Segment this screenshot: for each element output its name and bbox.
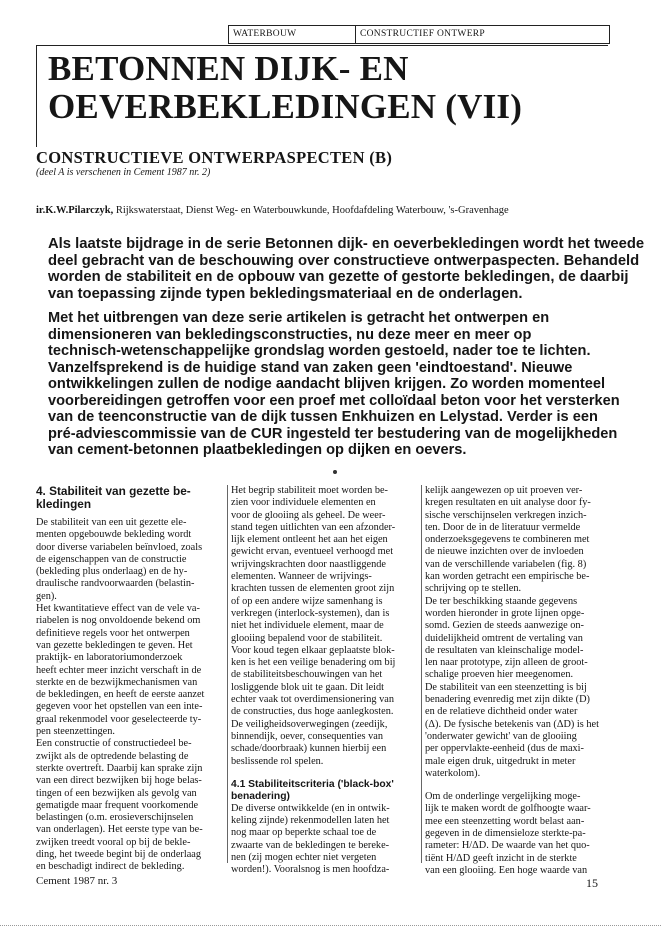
text-line: van een glooiing. Een hoge waarde van (425, 864, 588, 876)
text-line: stand tegen uitlichten van een afzonder- (231, 521, 396, 533)
summary-line: voorbereidingen getroffen voor een proef met colloïdaal beton voor het versterken (48, 392, 620, 409)
summary-line: van de teenconstructie van de dijk tussen Enkhuizen en Lelystad. Verder is een (48, 409, 598, 425)
text-line: tiënt H/ΔD geeft inzicht in de sterkte (425, 852, 577, 864)
text-line: mee een steenzetting wordt belast aan- (425, 815, 585, 827)
text-line: keling zijnde) rekenmodellen laten het (231, 815, 390, 827)
page-number: 15 (586, 876, 598, 890)
text-line: echter vaak tot overdimensionering van (231, 694, 394, 706)
body-paragraph (36, 517, 222, 603)
summary-line: ontwikkelingen zullen de nodige aandacht blijven krijgen. Zo worden momenteel (48, 376, 606, 392)
text-line: binnendijk, oever, consequenties van (231, 730, 383, 742)
text-line: en beschadigt indirect de bekleding. (36, 861, 185, 873)
text-line: gegeven voor het opstellen van een inte- (36, 701, 203, 713)
text-line: schade/doorbraak) kunnen hierbij een (231, 743, 387, 755)
text-line: zwijken treedt vooral op bij de bekle- (36, 836, 191, 848)
text-line: De stabiliteit van een steenzetting is bij (425, 681, 587, 693)
text-line: lijk te maken wordt de golfhoogte waar- (425, 803, 591, 815)
summary-line: Met het uitbrengen van deze serie artikelen is getracht het ontwerpen en (48, 310, 550, 326)
title-frame-top (36, 45, 608, 46)
text-line: len naar prototype, zijn alleen de groot- (425, 657, 588, 669)
article-subtitle: CONSTRUCTIEVE ONTWERPASPECTEN (B) (36, 148, 393, 167)
text-line: de eigenschappen van de constructie (36, 553, 187, 565)
text-line: per oppervlakte-eenheid (dus de maxi- (425, 743, 584, 755)
text-line: zwaarte van de bekledingen te bereke- (231, 839, 390, 851)
footer-publication: Cement 1987 nr. 3 (36, 875, 118, 887)
section-heading-4 (36, 485, 222, 511)
separator-dot (333, 470, 337, 474)
text-line: de bekledingen, en heeft de eerste aanzet (36, 689, 205, 701)
summary-line: dimensioneren van bekledingsconstructies, nu deze meer en meer op (48, 326, 532, 343)
summary-line: pré-adviescommissie van de CUR ingesteld ter bestudering van de mogelijkheden (48, 425, 618, 442)
text-line: De ter beschikking staande gegevens (425, 595, 578, 607)
column-divider (421, 485, 422, 863)
text-line: gewicht ervan, eventueel verhoogd met (231, 546, 394, 558)
text-line: draulische randvoorwaarden (belastin- (36, 578, 195, 590)
text-line: niet het individuele element, maar de (231, 620, 384, 632)
text-line: 'onderwater gewicht' van de glooiing (425, 730, 577, 742)
text-line: van onderlagen). Het eerste type van be- (36, 824, 203, 836)
text-line: lijk element ontleent het aan het eigen (231, 534, 388, 546)
section-tab-constructief-ontwerp: CONSTRUCTIEF ONTWERP (360, 29, 486, 39)
text-line: nen (zij mogen echter niet vergeten (231, 852, 377, 864)
text-line: sterkte en de bezwijkmechanismen van (36, 676, 198, 688)
author-line (36, 205, 509, 216)
text-line: de stabiliteitsbeschouwingen van het (231, 669, 383, 681)
text-line: kregen resultaten en uit analyse door fy- (425, 497, 591, 509)
author-name: ir.K.W.Pilarczyk, (36, 205, 114, 216)
text-line: De veiligheidsoverwegingen (zeedijk, (231, 718, 388, 730)
text-line: gen). (36, 590, 57, 602)
text-line: gematigde maar frequent voorkomende (36, 799, 199, 811)
text-line: krachten tussen de elementen groot zijn (231, 583, 395, 595)
body-column-2 (231, 485, 417, 877)
text-line: schalige proeven hier meegenomen. (425, 669, 574, 681)
text-line: duidelijkheid omtrent de vertaling van (425, 632, 583, 644)
text-line: de resultaten van kleinschalige model- (425, 644, 584, 656)
body-paragraph (425, 485, 611, 596)
text-line: rameter: H/ΔD. De waarde van het quo- (425, 840, 590, 852)
text-line: zwijkt als de optredende belasting de (36, 750, 189, 762)
body-paragraph (425, 596, 611, 780)
section-tab-waterbouw: WATERBOUW (229, 26, 356, 43)
body-paragraph (425, 791, 611, 877)
summary-line: van cement-betonnen plaatbekledingen op dijken en oevers. (48, 442, 467, 458)
text-line: worden hieronder in grote lijnen opge- (425, 607, 585, 619)
body-paragraph (36, 603, 222, 738)
text-line: Om de onderlinge vergelijking moge- (425, 791, 581, 803)
text-line: Een constructie of constructiedeel be- (36, 738, 192, 750)
heading-line: benadering) (231, 790, 290, 802)
section-heading-4-1 (231, 779, 417, 803)
title-line-2: OEVERBEKLEDINGEN (VII) (48, 87, 523, 126)
text-line: verkregen (interlock-systemen), dan is (231, 607, 390, 619)
text-line: voor de glooiing als geheel. De weer- (231, 509, 386, 521)
text-line: door diverse variabelen beïnvloed, zoals (36, 541, 203, 553)
text-line: van een direct bezwijken bij hoge belas- (36, 775, 202, 787)
title-frame-left (36, 45, 37, 147)
text-line: glooiing bepalend voor de stabiliteit. (231, 632, 383, 644)
text-line: Voor koud tegen elkaar geplaatste blok- (231, 644, 395, 656)
text-line: ten. Door de in de literatuur vermelde (425, 521, 581, 533)
text-line: van gezette bekledingen te geven. Het (36, 639, 193, 651)
text-line: somd. Gezien de steeds aanwezige on- (425, 620, 584, 632)
text-line: kelijk aangewezen op uit proeven ver- (425, 485, 583, 496)
body-column-3 (425, 485, 611, 877)
text-line: riabelen is nog onvoldoende bekend om (36, 615, 201, 627)
text-line: belastingen (o.m. erosieverschijnselen (36, 812, 194, 824)
text-line: Het begrip stabiliteit moet worden be- (231, 485, 388, 496)
series-note: (deel A is verschenen in Cement 1987 nr. 2) (36, 167, 211, 178)
text-line: worden!). Vooralsnog is men hoofdza- (231, 864, 390, 876)
summary-line: technisch-wetenschappelijke grondslag worden gestoeld, nader toe te lichten. (48, 343, 591, 359)
text-line: sische verschijnselen verkregen inzich- (425, 509, 587, 521)
text-line: pen steenzettingen. (36, 726, 115, 738)
text-line: van de verschillende variabelen (fig. 8) (425, 558, 587, 570)
heading-line: 4. Stabiliteit van gezette be- (36, 485, 191, 498)
text-line: sterkte overtreft. Daarbij kan sprake zijn (36, 762, 203, 774)
body-column-1 (36, 485, 222, 874)
title-line-1: BETONNEN DIJK- EN (48, 49, 409, 88)
text-line: en de relatieve dichtheid onder water (425, 706, 578, 718)
text-line: gegeven in de dimensieloze sterkte-pa- (425, 828, 586, 840)
text-line: schrijving op te stellen. (425, 583, 522, 595)
intro-line: van toepassing zijnde typen bekledingsmateriaal en de onderlagen. (48, 285, 523, 302)
text-line: De diverse ontwikkelde (en in ontwik- (231, 802, 390, 814)
section-tabs (228, 25, 610, 44)
body-paragraph (231, 485, 417, 768)
summary-line: Vanzelfsprekend is de huidige stand van zaken geen 'eindtoestand'. Nieuwe (48, 359, 573, 376)
text-line: De stabiliteit van een uit gezette ele- (36, 517, 187, 528)
text-line: benadering evenredig met zijn dikte (D) (425, 694, 590, 706)
text-line: elementen. Wanneer de wrijvings- (231, 571, 372, 583)
column-divider (227, 485, 228, 863)
text-line: graal rekenmodel voor geselecteerde ty- (36, 713, 202, 725)
text-line: male eigen druk, uitgedrukt in meter (425, 755, 576, 767)
text-line: tingen of een bezwijken als gevolg van (36, 787, 197, 799)
text-line: (bekleding plus onderlaag) en de hy- (36, 566, 188, 578)
text-line: (Δ). De fysische betekenis van (ΔD) is het (425, 718, 599, 730)
text-line: waterkolom). (425, 767, 481, 779)
article-title (48, 50, 608, 126)
text-line: wrijvingskrachten door naastliggende (231, 558, 386, 570)
text-line: ding, het tweede begint bij de onderlaag (36, 849, 201, 861)
intro-line: deel gebracht van de beschouwing over constructieve ontwerpaspecten. Behandeld (48, 252, 640, 269)
body-paragraph (231, 803, 417, 877)
intro-paragraph (48, 236, 645, 302)
text-line: beslissende rol spelen. (231, 755, 324, 767)
intro-line: worden de stabiliteit en de opbouw van gezette of gestorte bekledingen, de daarbij (48, 269, 629, 285)
body-paragraph (36, 738, 222, 873)
text-line: kan worden getracht een empirische be- (425, 571, 590, 583)
text-line: ken is het een veilige benadering om bij (231, 657, 396, 669)
text-line: heeft echter meer inzicht verschaft in de (36, 664, 202, 676)
text-line: menten opgebouwde bekleding wordt (36, 529, 192, 541)
summary-paragraph (48, 310, 620, 459)
text-line: definitieve regels voor het ontwerpen (36, 627, 190, 639)
text-line: nog maar op beperkte schaal toe de (231, 827, 377, 839)
text-line: praktijk- en laboratoriumonderzoek (36, 652, 183, 664)
text-line: of op een andere wijze samenhang is (231, 595, 383, 607)
bottom-rule (0, 925, 661, 926)
text-line: zien voor individuele elementen en (231, 497, 376, 509)
text-line: de constructies, dus hoge aanlegkosten. (231, 706, 394, 718)
author-affiliation: Rijkswaterstaat, Dienst Weg- en Waterbouwkunde, Hoofdafdeling Waterbouw, 's-Gravenhage (113, 205, 509, 216)
heading-line: 4.1 Stabiliteitscriteria ('black-box' (231, 778, 394, 790)
text-line: losliggende blok uit te gaan. Dit leidt (231, 681, 384, 693)
text-line: onderzoeksgegevens te combineren met (425, 534, 590, 546)
intro-line: Als laatste bijdrage in de serie Betonnen dijk- en oeverbekledingen wordt het tweede (48, 236, 645, 252)
text-line: Het kwantitatieve effect van de vele va- (36, 603, 200, 615)
text-line: de nieuwe inzichten over de invloeden (425, 546, 584, 558)
heading-line: kledingen (36, 498, 92, 511)
